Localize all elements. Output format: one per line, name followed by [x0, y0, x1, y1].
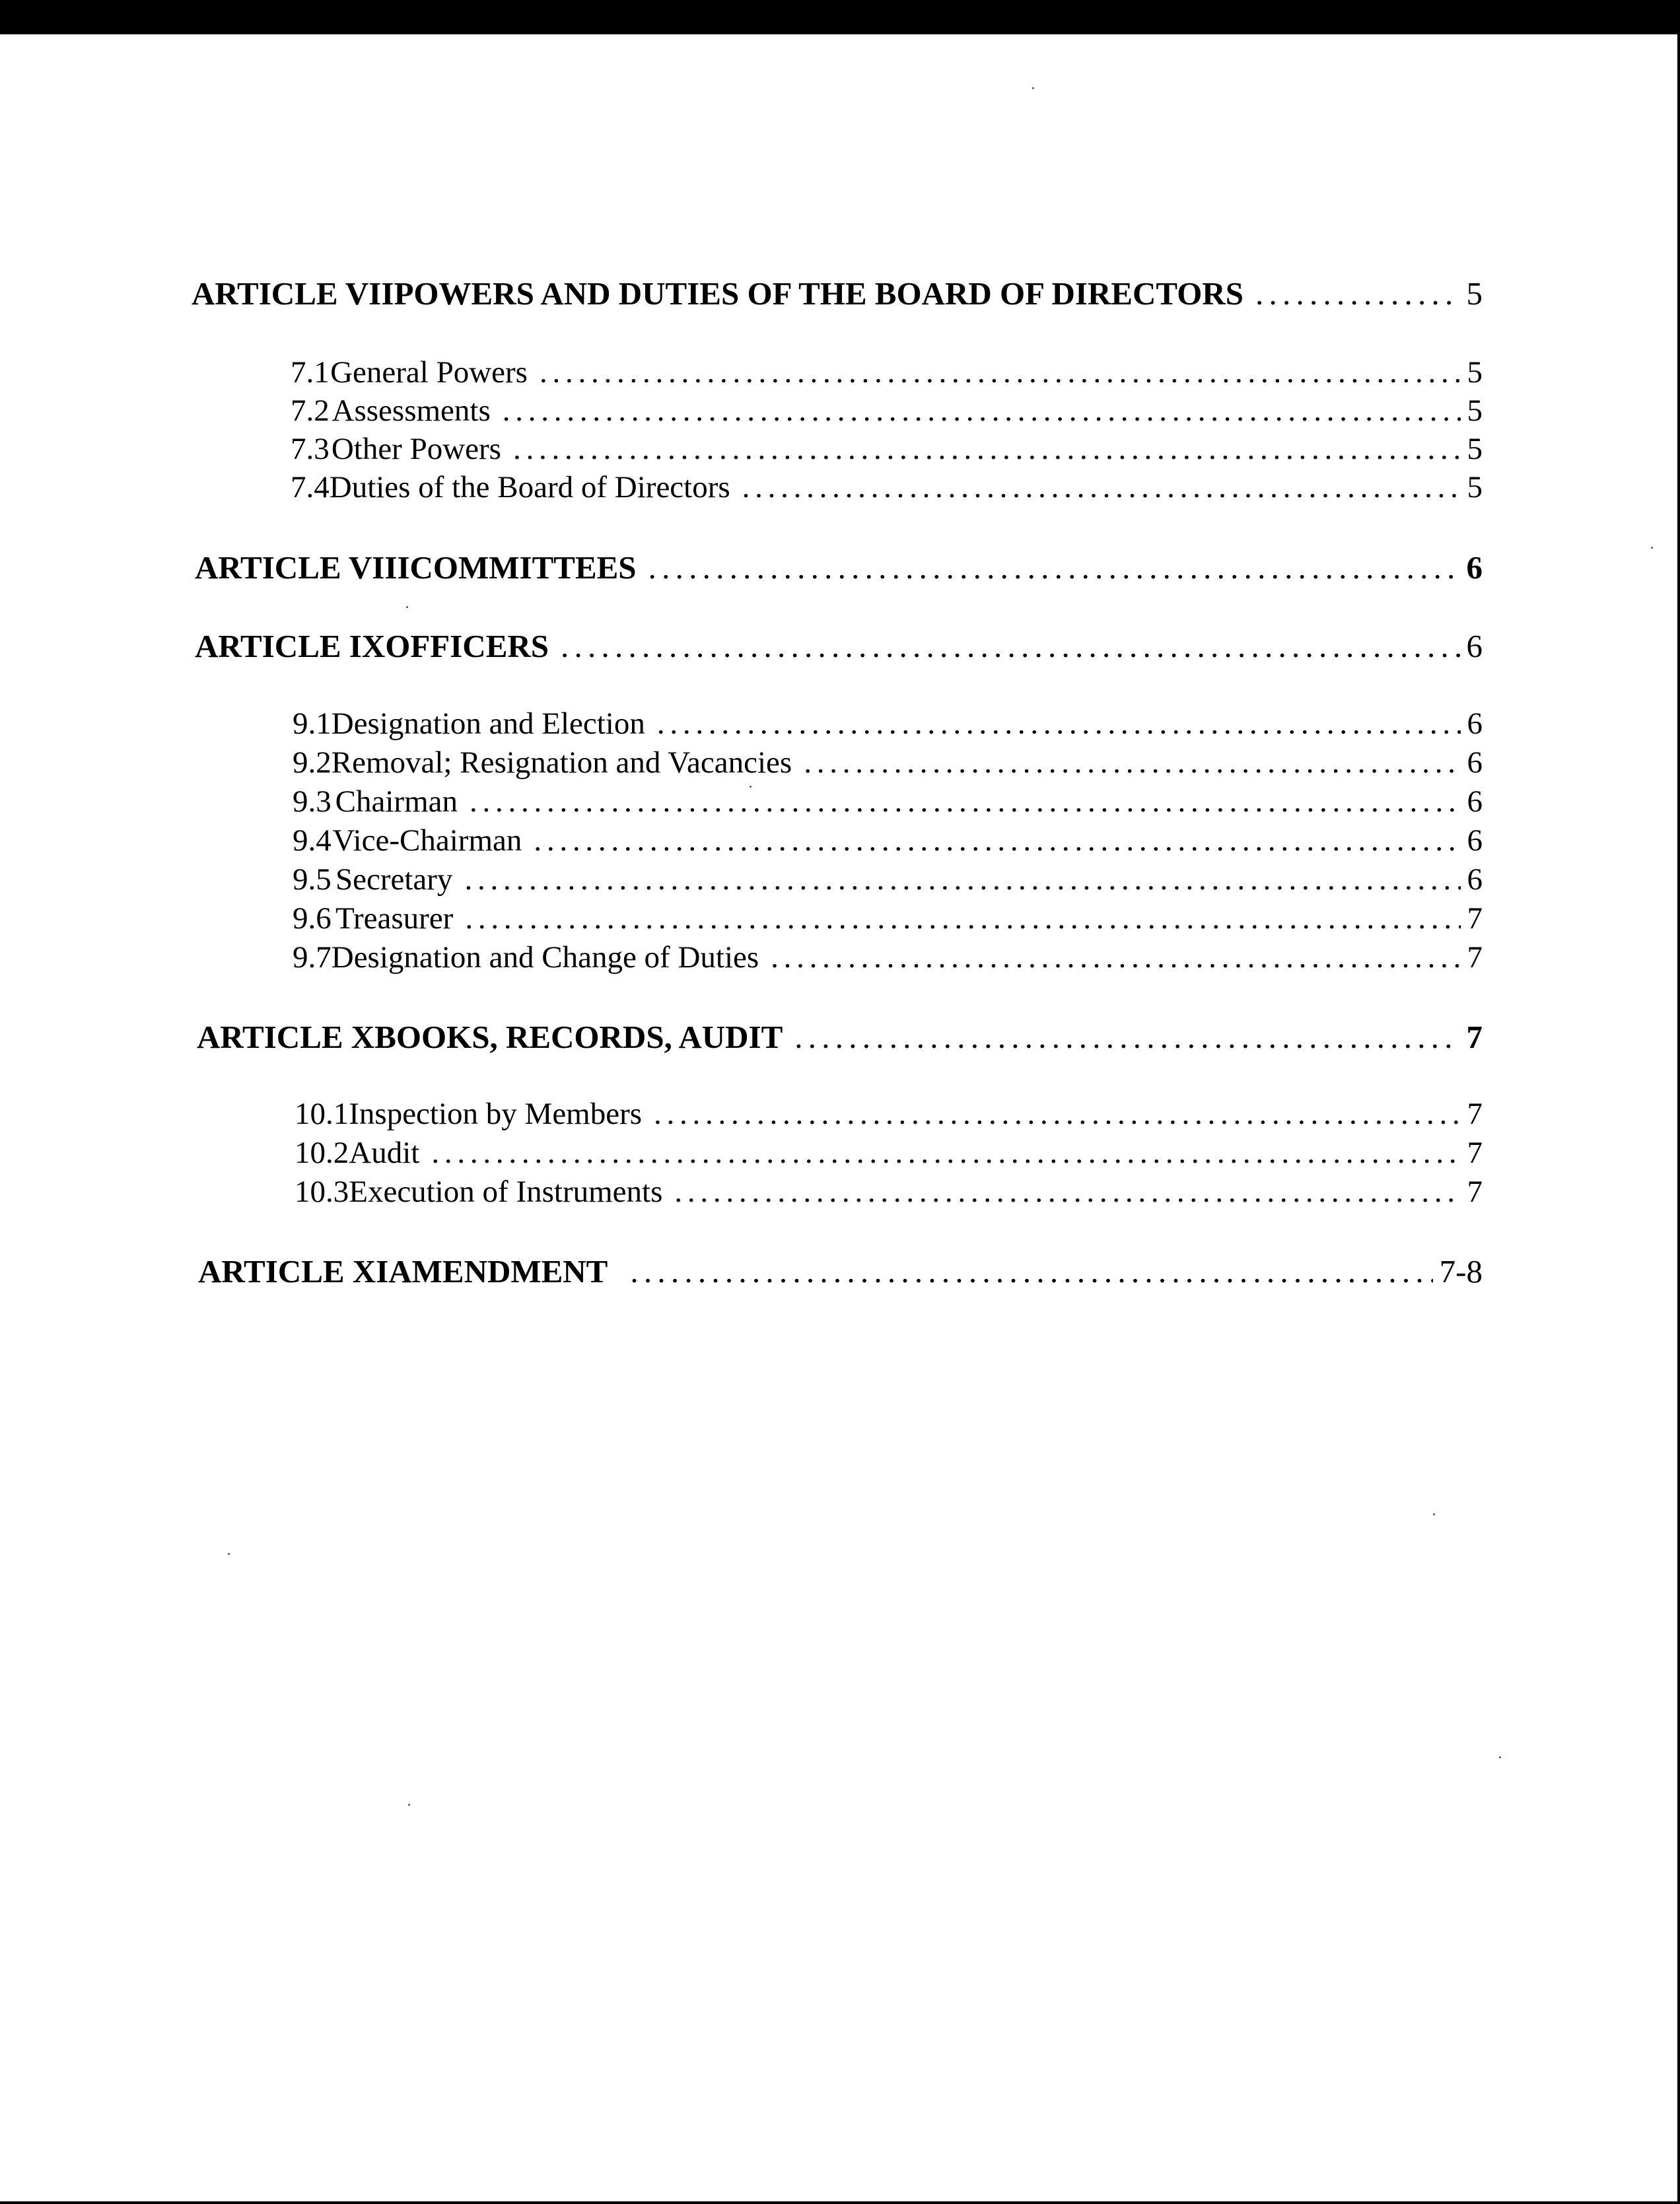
- toc-section-9-5: [293, 864, 1483, 895]
- toc-page-number: 5: [1467, 432, 1483, 466]
- toc-article-x: [197, 1021, 1483, 1053]
- dot-leader: [503, 396, 1461, 427]
- toc-section-10-2: [295, 1138, 1483, 1169]
- toc-article-title: POWERS AND DUTIES OF THE BOARD OF DIRECTORS: [394, 275, 1243, 312]
- scan-speck: [406, 606, 408, 608]
- dot-leader: [561, 630, 1459, 662]
- toc-article-title: OFFICERS: [385, 628, 549, 664]
- dot-leader: [540, 357, 1461, 388]
- toc-section-7-3: [291, 434, 1483, 465]
- toc-section-number: 9.6: [293, 901, 332, 936]
- toc-article-label: ARTICLE VII: [192, 275, 394, 312]
- scan-speck: [1499, 1756, 1501, 1758]
- dot-leader: [654, 1099, 1460, 1130]
- toc-section-9-3: [293, 786, 1483, 817]
- toc-section-number: 9.1: [293, 706, 332, 741]
- toc-page-number: 7: [1467, 940, 1483, 975]
- dot-leader: [464, 864, 1460, 895]
- toc-section-10-3: [295, 1177, 1483, 1208]
- toc-section-7-1: [291, 357, 1483, 388]
- toc-article-label: ARTICLE VIII: [195, 549, 410, 586]
- toc-section-number: 9.5: [293, 862, 332, 897]
- toc-article-title: COMMITTEES: [409, 549, 637, 586]
- toc-section-7-4: [291, 472, 1483, 503]
- toc-page-number: 6: [1467, 706, 1483, 741]
- toc-section-title: Secretary: [335, 862, 453, 897]
- dot-leader: [657, 708, 1461, 740]
- toc-page-number: 6: [1466, 628, 1483, 664]
- dot-leader: [465, 903, 1460, 934]
- toc-section-number: 9.2: [293, 745, 332, 780]
- toc-section-number: 10.2: [295, 1136, 349, 1170]
- dot-leader: [771, 942, 1460, 973]
- scan-speck: [228, 1553, 230, 1555]
- toc-article-label: ARTICLE IX: [195, 628, 386, 664]
- scan-speck: [1433, 1513, 1435, 1515]
- dot-leader: [674, 1177, 1460, 1208]
- toc-section-title: Inspection by Members: [349, 1097, 643, 1131]
- toc-section-7-2: [291, 396, 1483, 427]
- toc-page-number: 5: [1467, 470, 1483, 504]
- scan-speck: [1032, 87, 1034, 89]
- toc-page-number: 5: [1466, 275, 1483, 312]
- toc-section-title: General Powers: [330, 355, 528, 390]
- toc-section-title: Treasurer: [335, 901, 454, 936]
- toc-page-number: 5: [1467, 355, 1483, 390]
- toc-section-number: 9.7: [293, 940, 332, 975]
- toc-section-number: 10.1: [295, 1097, 349, 1131]
- toc-section-9-1: [293, 708, 1483, 740]
- toc-article-ix: [195, 630, 1483, 662]
- toc-section-title: Other Powers: [331, 432, 501, 466]
- toc-section-10-1: [295, 1099, 1483, 1130]
- toc-section-title: Vice-Chairman: [332, 823, 522, 858]
- toc-page-number: 7-8: [1439, 1253, 1483, 1290]
- toc-page-number: 6: [1467, 823, 1483, 858]
- toc-section-number: 9.4: [293, 823, 332, 858]
- toc-section-9-7: [293, 942, 1483, 973]
- toc-article-label: ARTICLE X: [197, 1019, 375, 1055]
- toc-page-number: 7: [1467, 1097, 1483, 1131]
- toc-article-xi: [198, 1255, 1483, 1288]
- toc-section-title: Removal; Resignation and Vacancies: [331, 745, 792, 780]
- dot-leader: [630, 1255, 1432, 1288]
- toc-page-number: 6: [1467, 784, 1483, 819]
- toc-page-number: 6: [1467, 862, 1483, 897]
- toc-section-number: 7.1: [291, 355, 330, 390]
- toc-article-viii: [195, 551, 1483, 584]
- dot-leader: [470, 786, 1461, 817]
- toc-section-title: Chairman: [335, 784, 458, 819]
- toc-section-number: 10.3: [295, 1175, 349, 1209]
- toc-page-number: 7: [1467, 1136, 1483, 1170]
- toc-section-title: Duties of the Board of Directors: [329, 470, 730, 504]
- toc-page-number: 6: [1466, 549, 1483, 586]
- toc-section-title: Assessments: [332, 394, 491, 428]
- toc-section-9-2: [293, 747, 1483, 778]
- dot-leader: [534, 825, 1460, 856]
- dot-leader: [431, 1138, 1460, 1169]
- scan-speck: [750, 786, 752, 788]
- dot-leader: [648, 551, 1460, 584]
- toc-section-9-6: [293, 903, 1483, 934]
- toc-section-title: Execution of Instruments: [349, 1175, 663, 1209]
- scan-speck: [1651, 547, 1653, 549]
- toc-section-title: Designation and Election: [331, 706, 645, 741]
- toc-section-title: Audit: [349, 1136, 420, 1170]
- dot-leader: [794, 1021, 1459, 1053]
- dot-leader: [513, 434, 1461, 465]
- toc-section-number: 7.2: [291, 394, 330, 428]
- toc-section-title: Designation and Change of Duties: [331, 940, 759, 975]
- toc-article-vii: [192, 277, 1483, 310]
- scan-speck: [408, 1804, 410, 1806]
- toc-section-number: 9.3: [293, 784, 332, 819]
- toc-article-title: BOOKS, RECORDS, AUDIT: [374, 1019, 783, 1055]
- toc-section-number: 7.4: [291, 470, 330, 504]
- toc-article-label: ARTICLE XI: [198, 1253, 389, 1290]
- dot-leader: [1255, 277, 1460, 310]
- toc-page-number: 5: [1467, 394, 1483, 428]
- toc-section-9-4: [293, 825, 1483, 856]
- dot-leader: [742, 472, 1461, 503]
- toc-article-title: AMENDMENT: [388, 1253, 608, 1290]
- toc-page-number: 7: [1467, 901, 1483, 936]
- toc-section-number: 7.3: [291, 432, 330, 466]
- dot-leader: [804, 747, 1460, 778]
- toc-page-number: 7: [1466, 1019, 1483, 1055]
- toc-page-number: 6: [1467, 745, 1483, 780]
- toc-page-number: 7: [1467, 1175, 1483, 1209]
